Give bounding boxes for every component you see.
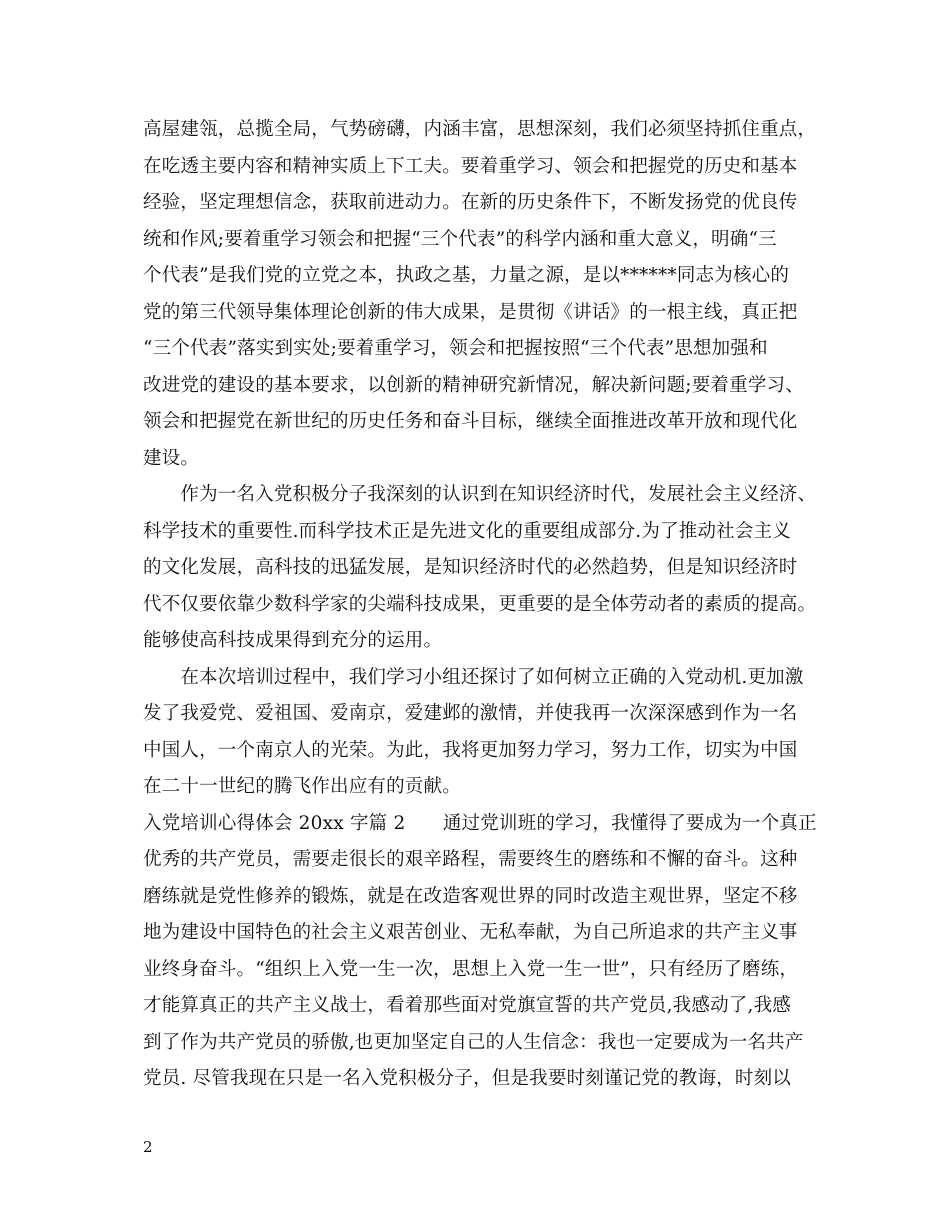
text-line: 个代表”是我们党的立党之本，执政之基，力量之源，是以******同志为核心的 [143, 265, 790, 286]
text-line: 到了作为共产党员的骄傲,也更加坚定自己的人生信念：我也一定要成为一名共产 [143, 1031, 804, 1053]
text-line: 中国人，一个南京人的光荣。为此，我将更加努力学习，努力工作，切实为中国 [143, 739, 798, 761]
text-line: 的文化发展，高科技的迅猛发展，是知识经济时代的必然趋势，但是知识经济时 [143, 557, 798, 578]
text-line: 业终身奋斗。“组织上入党一生一次，思想上入党一生一世”，只有经历了磨练， [143, 958, 799, 980]
text-line: 党的第三代领导集体理论创新的伟大成果，是贯彻《讲话》的一根主线，真正把 [143, 301, 798, 323]
text-line: 磨练就是党性修养的锻炼，就是在改造客观世界的同时改造主观世界，坚定不移 [143, 885, 798, 907]
text-line: 发了我爱党、爱祖国、爱南京，爱建邺的激情，并使我再一次深深感到作为一名 [143, 703, 798, 724]
text-line: 改进党的建设的基本要求，以创新的精神研究新情况，解决新问题;要着重学习、 [143, 374, 804, 396]
text-line: 建设。 [143, 447, 200, 469]
text-line: 代不仅要依靠少数科学家的尖端科技成果，更重要的是全体劳动者的素质的提高。 [143, 593, 817, 615]
text-line: 才能算真正的共产主义战士，看着那些面对党旗宣誓的共产党员,我感动了,我感 [143, 995, 791, 1016]
text-line: 在本次培训过程中，我们学习小组还探讨了如何树立正确的入党动机.更加激 [143, 666, 804, 688]
page-number: 2 [143, 1138, 153, 1156]
text-line: 在吃透主要内容和精神实质上下工夫。要着重学习、领会和把握党的历史和基本 [143, 155, 798, 177]
text-line: 地为建设中国特色的社会主义艰苦创业、无私奉献，为自己所追求的共产主义事 [143, 922, 798, 943]
text-line: 领会和把握党在新世纪的历史任务和奋斗目标，继续全面推进改革开放和现代化 [143, 411, 798, 432]
text-line: 高屋建瓴，总揽全局，气势磅礴，内涵丰富，思想深刻，我们必须坚持抓住重点， [143, 119, 817, 140]
document-body [143, 112, 815, 1098]
text-line: 党员. 尽管我现在只是一名入党积极分子，但是我要时刻谨记党的教诲，时刻以 [143, 1068, 791, 1089]
text-line: 能够使高科技成果得到充分的运用。 [143, 630, 443, 651]
text-line: 在二十一世纪的腾飞作出应有的贡献。 [143, 776, 461, 797]
section-heading-line: 入党培训心得体会 20xx 字篇 2 通过党训班的学习，我懂得了要成为一个真正 [143, 812, 817, 834]
text-line: 经验，坚定理想信念，获取前进动力。在新的历史条件下，不断发扬党的优良传 [143, 192, 798, 213]
text-line: 作为一名入党积极分子我深刻的认识到在知识经济时代，发展社会主义经济、 [143, 484, 817, 505]
text-line: 科学技术的重要性.而科学技术正是先进文化的重要组成部分.为了推动社会主义 [143, 520, 791, 542]
text-line: 优秀的共产党员，需要走很长的艰辛路程，需要终生的磨练和不懈的奋斗。这种 [143, 849, 798, 870]
text-line: 统和作风;要着重学习领会和把握“三个代表”的科学内涵和重大意义，明确“三 [143, 228, 777, 250]
text-line: “三个代表”落实到实处;要着重学习，领会和把握按照“三个代表”思想加强和 [143, 338, 768, 359]
